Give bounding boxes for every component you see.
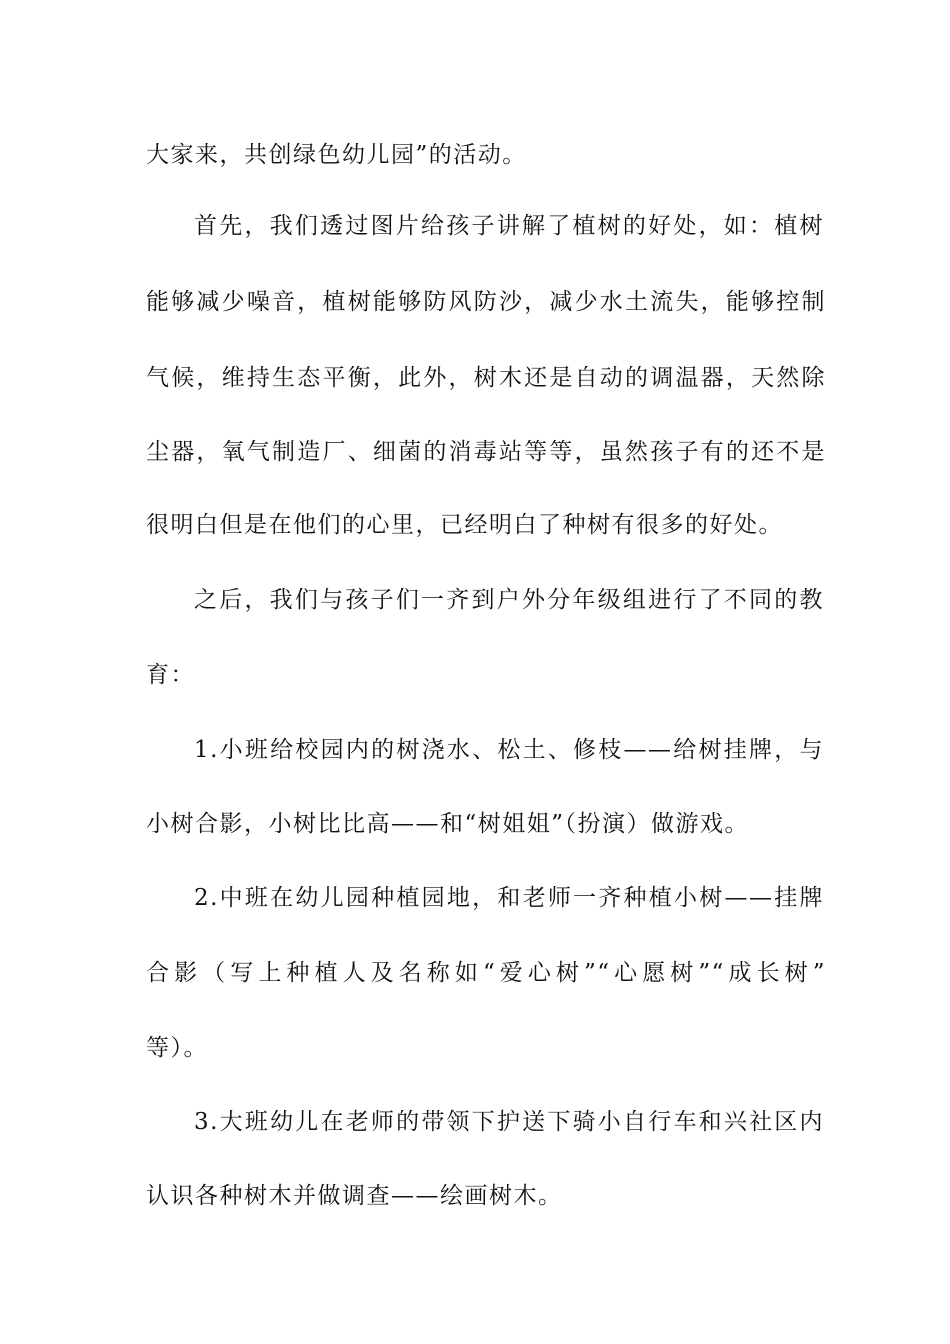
text-line-1: 大家来，共创绿色幼儿园”的活动。 [146, 142, 527, 168]
text-line-4: 气候，维持生态平衡，此外，树木还是自动的调温器，天然除 [146, 365, 826, 391]
text-line-15: 认识各种树木并做调查——绘画树木。 [146, 1183, 563, 1209]
text-line-7: 之后，我们与孩子们一齐到户外分年级组进行了不同的教 [194, 587, 824, 613]
text-line-14: 3.大班幼儿在老师的带领下护送下骑小自行车和兴社区内 [194, 1109, 824, 1135]
text-line-12: 合影（写上种植人及名称如“爱心树”“心愿树”“成长树” [146, 960, 826, 986]
text-line-13: 等）。 [146, 1035, 208, 1061]
text-line-11: 2.中班在幼儿园种植园地，和老师一齐种植小树——挂牌 [194, 885, 824, 911]
text-line-3: 能够减少噪音，植树能够防风防沙，减少水土流失，能够控制 [146, 289, 826, 315]
text-line-2: 首先，我们透过图片给孩子讲解了植树的好处，如：植树 [194, 213, 824, 239]
text-line-9: 1.小班给校园内的树浇水、松土、修枝——给树挂牌，与 [194, 737, 824, 763]
text-line-10: 小树合影，小树比比高——和“树姐姐”（扮演）做游戏。 [146, 811, 750, 837]
text-line-5: 尘器，氧气制造厂、细菌的消毒站等等，虽然孩子有的还不是 [146, 439, 826, 465]
text-line-6: 很明白但是在他们的心里，已经明白了种树有很多的好处。 [146, 512, 783, 538]
text-line-8: 育： [146, 662, 195, 688]
